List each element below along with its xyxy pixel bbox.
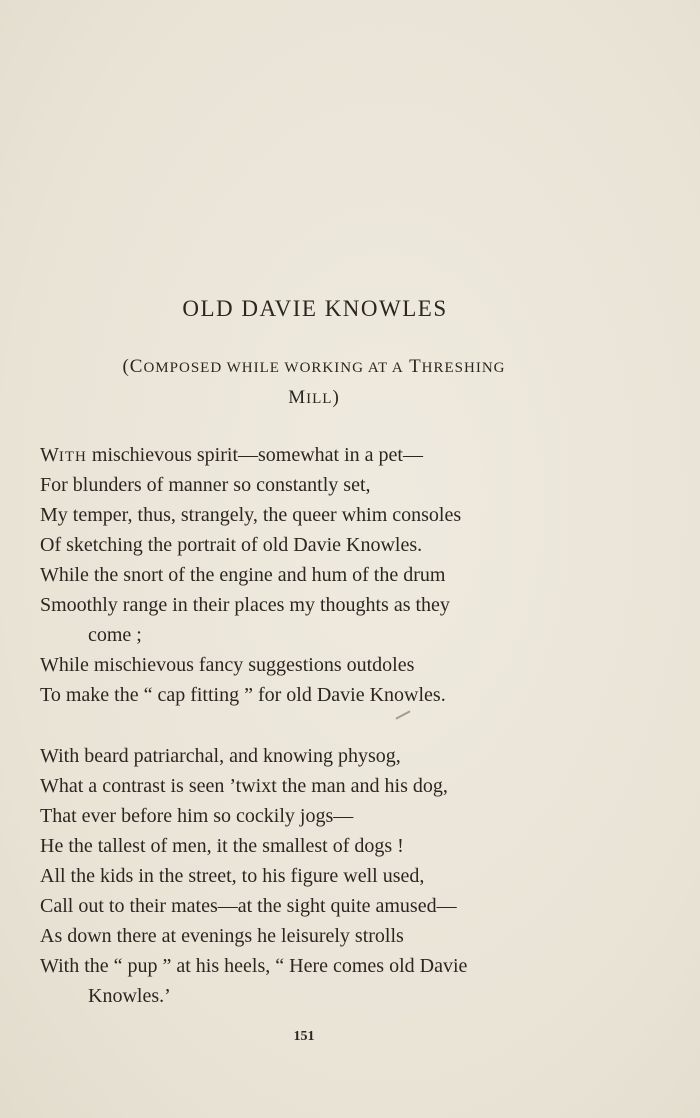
verse-line: With beard patriarchal, and knowing physog, (40, 745, 401, 767)
verse-line: That ever before him so cockily jogs— (40, 805, 354, 827)
verse-line: With the “ pup ” at his heels, “ Here comes old Davie (40, 955, 468, 977)
verse-line: What a contrast is seen ’twixt the man and his dog, (40, 775, 448, 797)
page-number: 151 (293, 1029, 315, 1044)
verse-line: Call out to their mates—at the sight quite amused— (40, 895, 457, 917)
verse-line-continuation: come ; (88, 624, 142, 646)
ink-mark (395, 710, 410, 719)
verse-line: My temper, thus, strangely, the queer whim consoles (40, 504, 462, 526)
verse-line: As down there at evenings he leisurely strolls (40, 925, 404, 947)
verse-line: While the snort of the engine and hum of the drum (40, 564, 446, 586)
verse-line: WITH mischievous spirit—somewhat in a pet— (40, 444, 423, 466)
verse-line: To make the “ cap fitting ” for old Davie Knowles. (40, 684, 446, 706)
verse-line: Of sketching the portrait of old Davie Knowles. (40, 534, 423, 556)
verse-line: All the kids in the street, to his figure well used, (40, 865, 425, 887)
poem-title: OLD DAVIE KNOWLES (182, 296, 448, 321)
subtitle-line-2: MILL) (288, 387, 340, 408)
verse-line-continuation: Knowles.’ (88, 985, 171, 1007)
verse-line: He the tallest of men, it the smallest of dogs ! (40, 835, 404, 857)
subtitle-line-1: (COMPOSED WHILE WORKING AT A THRESHING (122, 356, 506, 377)
poem-subtitle (36, 352, 592, 414)
verse-line: Smoothly range in their places my thoughts as they (40, 594, 450, 616)
verse-line: For blunders of manner so constantly set, (40, 474, 371, 496)
verse-line: While mischievous fancy suggestions outdoles (40, 654, 415, 676)
